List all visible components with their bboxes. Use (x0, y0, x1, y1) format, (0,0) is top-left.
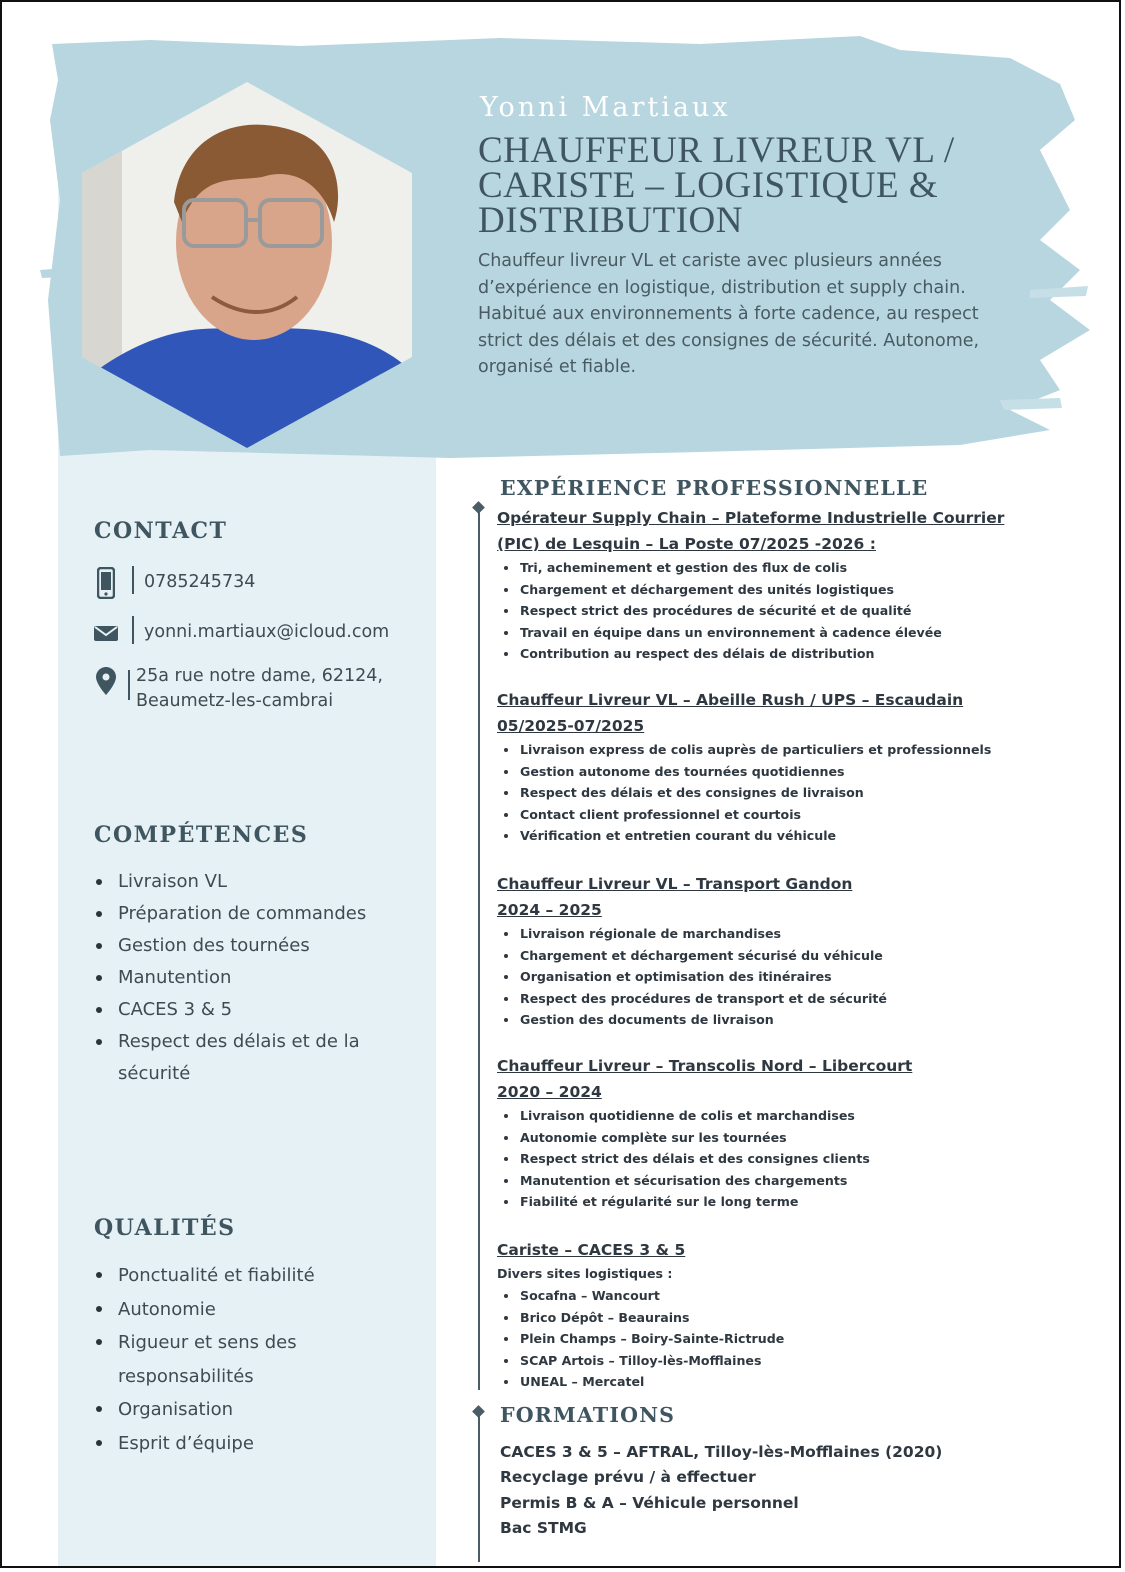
separator (132, 616, 134, 644)
timeline-marker (472, 1405, 485, 1418)
address-line: Beaumetz-les-cambrai (136, 691, 334, 711)
skill-item: CACES 3 & 5 (94, 994, 414, 1026)
formation-item: Recyclage prévu / à effectuer (500, 1468, 756, 1487)
job-bullets (497, 1105, 1017, 1213)
job-entry (497, 871, 1017, 1031)
job-title (478, 130, 1038, 241)
job-bullet: Livraison quotidienne de colis et marchandises (497, 1105, 1017, 1127)
job-bullet: Respect des procédures de transport et de sécurité (497, 988, 1017, 1010)
job-bullet: UNEAL – Mercatel (497, 1371, 1017, 1393)
candidate-name: Yonni Martiaux (480, 92, 731, 123)
job-title-line: CHAUFFEUR LIVREUR VL / (478, 130, 955, 171)
job-bullet: Chargement et déchargement sécurisé du véhicule (497, 945, 1017, 967)
job-bullet: Tri, acheminement et gestion des flux de colis (497, 557, 1017, 579)
job-entry (497, 505, 1017, 665)
job-entry-title (497, 1053, 1017, 1105)
job-entry-title (497, 871, 1017, 923)
skill-item: Respect des délais et de la sécurité (94, 1026, 378, 1090)
job-bullet: Livraison régionale de marchandises (497, 923, 1017, 945)
job-entry-title: Cariste – CACES 3 & 5 (497, 1241, 686, 1259)
job-bullet: Gestion des documents de livraison (497, 1009, 1017, 1031)
job-entry-title-line: Chauffeur Livreur VL – Abeille Rush / UPS – Escaudain (497, 691, 964, 709)
job-bullet: Vérification et entretien courant du véhicule (497, 825, 1017, 847)
job-bullet: Contact client professionnel et courtois (497, 804, 1017, 826)
job-bullet: Socafna – Wancourt (497, 1285, 1017, 1307)
skills-heading: COMPÉTENCES (94, 822, 309, 848)
quality-item: Autonomie (94, 1293, 414, 1327)
job-entry-subtitle: Divers sites logistiques : (497, 1266, 673, 1281)
experience-timeline (478, 510, 480, 1390)
mail-icon (92, 616, 120, 650)
job-bullet: Manutention et sécurisation des chargements (497, 1170, 1017, 1192)
timeline-marker (472, 501, 485, 514)
quality-item: Organisation (94, 1393, 414, 1427)
qualities-heading: QUALITÉS (94, 1215, 236, 1241)
formation-item: CACES 3 & 5 – AFTRAL, Tilloy-lès-Mofflaines (2020) (500, 1443, 943, 1461)
job-title-line: DISTRIBUTION (478, 200, 743, 241)
contact-address-row (92, 664, 383, 714)
job-bullet: Travail en équipe dans un environnement à cadence élevée (497, 622, 1017, 644)
profile-photo (82, 82, 412, 448)
quality-item: Ponctualité et fiabilité (94, 1259, 414, 1293)
job-bullet: Chargement et déchargement des unités logistiques (497, 579, 1017, 601)
contact-phone-row (92, 566, 255, 600)
job-bullets (497, 1285, 1017, 1393)
qualities-list (94, 1259, 414, 1460)
job-entry-title-line: 2024 – 2025 (497, 901, 602, 919)
job-entry (497, 1053, 1017, 1213)
job-entry (497, 687, 1017, 847)
skill-item: Livraison VL (94, 866, 414, 898)
formations-list (500, 1440, 1000, 1541)
job-bullet: SCAP Artois – Tilloy-lès-Mofflaines (497, 1350, 1017, 1372)
phone-number[interactable]: 0785245734 (144, 572, 256, 592)
job-entry-title (497, 687, 1017, 739)
job-entry-title-line: Chauffeur Livreur – Transcolis Nord – Libercourt (497, 1057, 913, 1075)
profile-summary: Chauffeur livreur VL et cariste avec plusieurs années d’expérience en logistique, distribution et supply chain. Habitué aux environnements à forte cadence, au respect strict des délais et des consignes de sécurité. Autonome, organisé et fiable. (478, 251, 980, 377)
job-bullet: Respect strict des délais et des consignes clients (497, 1148, 1017, 1170)
job-bullet: Contribution au respect des délais de distribution (497, 643, 1017, 665)
address-line: 25a rue notre dame, 62124, (136, 666, 383, 686)
phone-icon (92, 566, 120, 600)
job-entry-title-line: Opérateur Supply Chain – Plateforme Industrielle Courrier (497, 509, 1005, 527)
formations-heading: FORMATIONS (500, 1403, 676, 1427)
job-bullet: Plein Champs – Boiry-Sainte-Rictrude (497, 1328, 1017, 1350)
quality-item: Rigueur et sens des responsabilités (94, 1326, 318, 1393)
formation-item: Bac STMG (500, 1518, 587, 1537)
contact-heading: CONTACT (94, 518, 228, 544)
job-bullet: Autonomie complète sur les tournées (497, 1127, 1017, 1149)
formation-item: Permis B & A – Véhicule personnel (500, 1493, 799, 1512)
job-bullets (497, 923, 1017, 1031)
separator (128, 670, 130, 700)
location-pin-icon (92, 664, 120, 698)
job-bullets (497, 739, 1017, 847)
skills-list (94, 866, 414, 1090)
quality-item: Esprit d’équipe (94, 1427, 414, 1461)
separator (132, 566, 134, 594)
job-entry-cariste (497, 1237, 1017, 1393)
job-bullet: Respect des délais et des consignes de livraison (497, 782, 1017, 804)
job-entry-title-line: 05/2025-07/2025 (497, 717, 645, 735)
job-entry-title-line: 2020 – 2024 (497, 1083, 602, 1101)
job-bullet: Respect strict des procédures de sécurité et de qualité (497, 600, 1017, 622)
formations-timeline (478, 1412, 480, 1562)
job-bullets (497, 557, 1017, 665)
job-entry-title-line: Chauffeur Livreur VL – Transport Gandon (497, 875, 853, 893)
job-entry-title (497, 505, 1017, 557)
job-title-line: CARISTE – LOGISTIQUE & (478, 165, 939, 206)
skill-item: Manutention (94, 962, 414, 994)
job-bullet: Organisation et optimisation des itinéraires (497, 966, 1017, 988)
job-entry-title-line: (PIC) de Lesquin – La Poste 07/2025 -2026 : (497, 535, 876, 553)
skill-item: Gestion des tournées (94, 930, 414, 962)
job-bullet: Livraison express de colis auprès de particuliers et professionnels (497, 739, 1017, 761)
postal-address (136, 664, 383, 714)
job-bullet: Gestion autonome des tournées quotidiennes (497, 761, 1017, 783)
email-address[interactable]: yonni.martiaux@icloud.com (144, 622, 390, 642)
job-bullet: Brico Dépôt – Beaurains (497, 1307, 1017, 1329)
contact-email-row (92, 616, 389, 650)
job-bullet: Fiabilité et régularité sur le long terme (497, 1191, 1017, 1213)
experience-heading: EXPÉRIENCE PROFESSIONNELLE (500, 476, 929, 500)
skill-item: Préparation de commandes (94, 898, 414, 930)
